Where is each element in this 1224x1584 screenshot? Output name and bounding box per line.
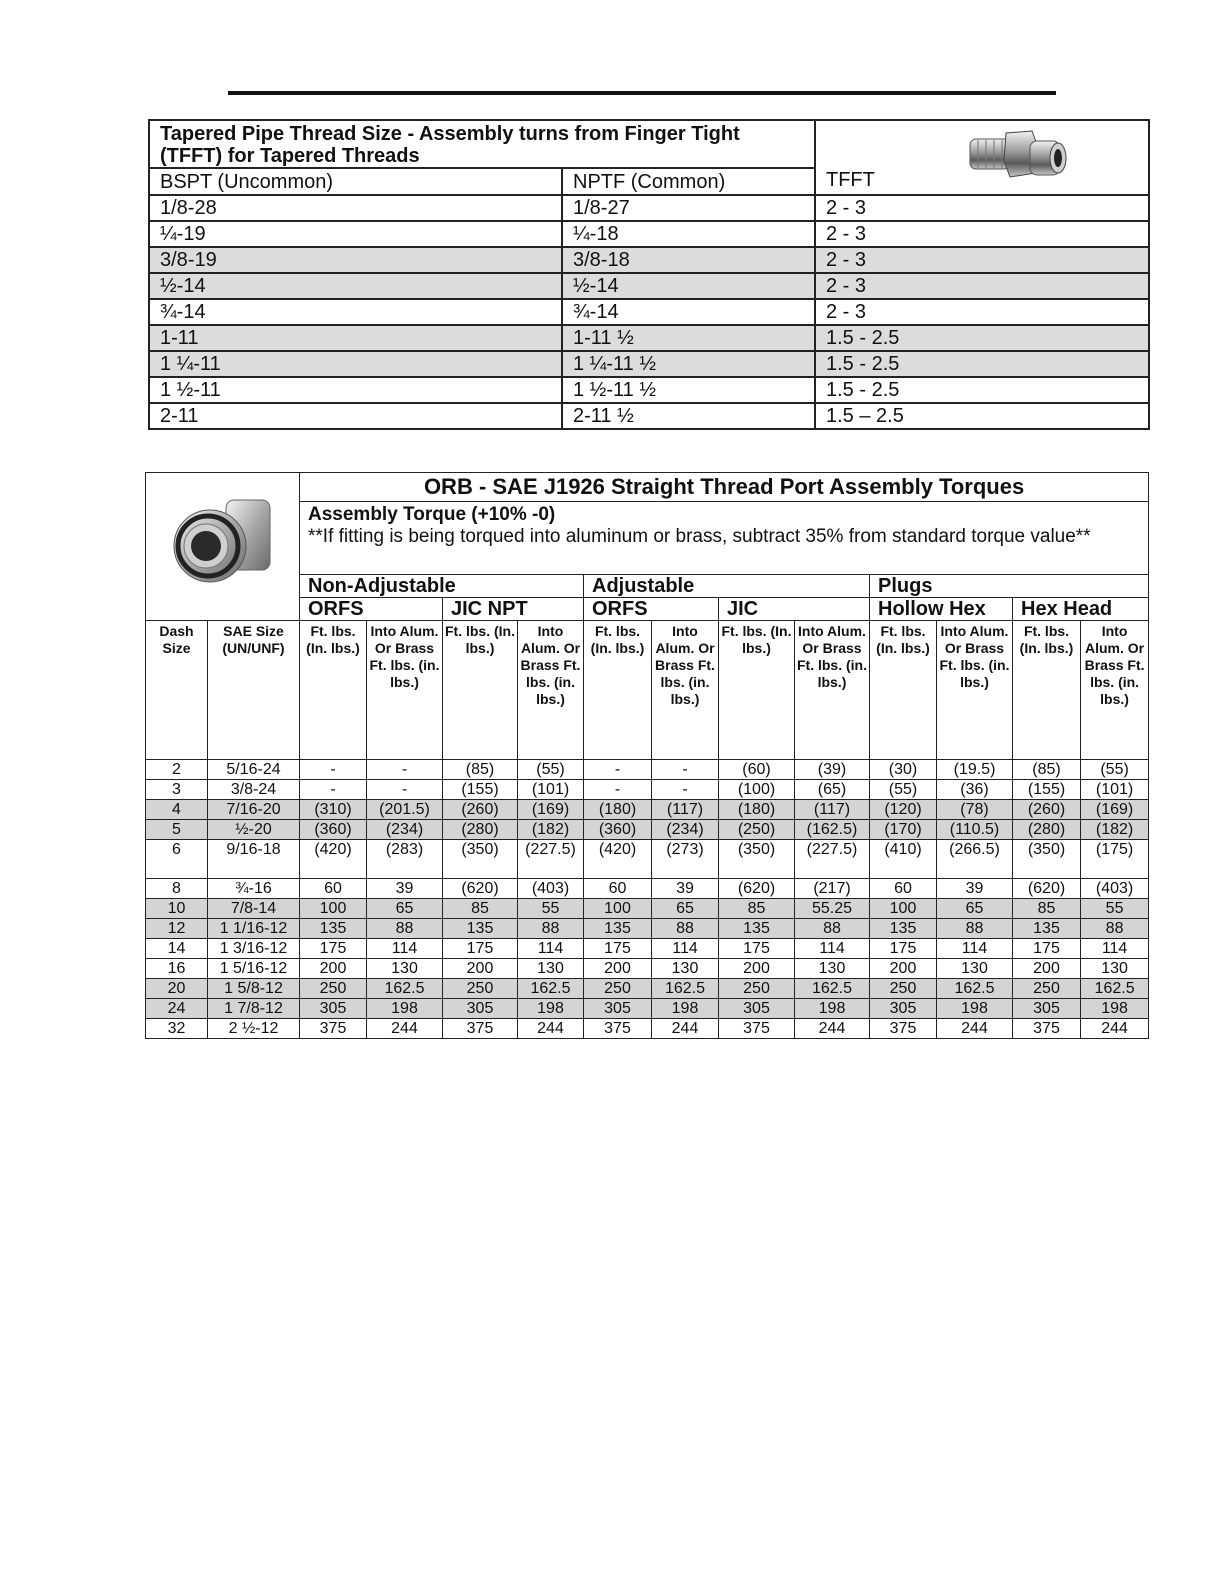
col-header-ft-lbs: Ft. lbs. (In. lbs.) bbox=[719, 621, 795, 760]
torque-cell: (117) bbox=[795, 800, 870, 820]
dash-size-cell: 8 bbox=[146, 879, 208, 899]
dash-size-cell: 2 bbox=[146, 760, 208, 780]
torque-cell: 198 bbox=[937, 999, 1013, 1019]
sae-size-cell: 3/8-24 bbox=[208, 780, 300, 800]
torque-cell: (36) bbox=[937, 780, 1013, 800]
torque-cell: 88 bbox=[1081, 919, 1149, 939]
tfft-cell: 1.5 – 2.5 bbox=[815, 403, 1149, 429]
torque-cell: (60) bbox=[719, 760, 795, 780]
torque-cell: 375 bbox=[584, 1019, 652, 1039]
torque-cell: 162.5 bbox=[652, 979, 719, 999]
torque-cell: 162.5 bbox=[937, 979, 1013, 999]
torque-cell: (360) bbox=[300, 820, 367, 840]
torque-cell: 250 bbox=[1013, 979, 1081, 999]
torque-cell: 244 bbox=[518, 1019, 584, 1039]
tfft-cell: 2 - 3 bbox=[815, 247, 1149, 273]
torque-cell: 244 bbox=[652, 1019, 719, 1039]
torque-cell: 60 bbox=[300, 879, 367, 899]
bspt-cell: 2-11 bbox=[149, 403, 562, 429]
torque-cell: 135 bbox=[870, 919, 937, 939]
torque-cell: (55) bbox=[870, 780, 937, 800]
torque-cell: (250) bbox=[719, 820, 795, 840]
subgroup-jic: JIC bbox=[719, 598, 870, 621]
torque-cell: 60 bbox=[870, 879, 937, 899]
torque-cell: 244 bbox=[937, 1019, 1013, 1039]
dash-size-cell: 3 bbox=[146, 780, 208, 800]
torque-cell: 244 bbox=[795, 1019, 870, 1039]
torque-cell: (85) bbox=[443, 760, 518, 780]
sae-size-cell: 1 5/16-12 bbox=[208, 959, 300, 979]
tfft-cell: 1.5 - 2.5 bbox=[815, 325, 1149, 351]
table-row bbox=[146, 800, 1149, 820]
tfft-col-header: TFFT bbox=[826, 169, 875, 191]
tfft-cell: 1.5 - 2.5 bbox=[815, 377, 1149, 403]
tfft-cell: 2 - 3 bbox=[815, 195, 1149, 221]
hex-nipple-fitting-icon bbox=[966, 125, 1070, 193]
torque-cell: 250 bbox=[870, 979, 937, 999]
torque-cell: - bbox=[584, 780, 652, 800]
torque-cell: 100 bbox=[584, 899, 652, 919]
torque-cell: 65 bbox=[652, 899, 719, 919]
tfft-header-cell bbox=[815, 120, 1149, 195]
col-header-ft-lbs: Ft. lbs. (In. lbs.) bbox=[443, 621, 518, 760]
torque-cell: 200 bbox=[300, 959, 367, 979]
torque-cell: (350) bbox=[1013, 840, 1081, 879]
torque-cell: 130 bbox=[518, 959, 584, 979]
torque-cell: (169) bbox=[518, 800, 584, 820]
subgroup-hex-head: Hex Head bbox=[1013, 598, 1149, 621]
torque-cell: (360) bbox=[584, 820, 652, 840]
sae-size-cell: 7/8-14 bbox=[208, 899, 300, 919]
torque-cell: (100) bbox=[719, 780, 795, 800]
torque-cell: (620) bbox=[719, 879, 795, 899]
torque-cell: - bbox=[367, 780, 443, 800]
torque-cell: 130 bbox=[937, 959, 1013, 979]
torque-cell: (201.5) bbox=[367, 800, 443, 820]
torque-cell: 375 bbox=[870, 1019, 937, 1039]
torque-cell: 305 bbox=[1013, 999, 1081, 1019]
sae-size-cell: 1 5/8-12 bbox=[208, 979, 300, 999]
sae-size-cell: 2 ½-12 bbox=[208, 1019, 300, 1039]
torque-cell: (55) bbox=[518, 760, 584, 780]
torque-cell: (234) bbox=[652, 820, 719, 840]
torque-cell: 305 bbox=[584, 999, 652, 1019]
torque-cell: 88 bbox=[518, 919, 584, 939]
torque-cell: - bbox=[300, 780, 367, 800]
bspt-cell: ¼-19 bbox=[149, 221, 562, 247]
torque-cell: (182) bbox=[1081, 820, 1149, 840]
top-rule bbox=[228, 91, 1056, 95]
col-header-ft-lbs: Ft. lbs. (In. lbs.) bbox=[870, 621, 937, 760]
torque-cell: 200 bbox=[870, 959, 937, 979]
dash-size-cell: 5 bbox=[146, 820, 208, 840]
sae-size-cell: 9/16-18 bbox=[208, 840, 300, 879]
torque-cell: 200 bbox=[719, 959, 795, 979]
torque-cell: 305 bbox=[300, 999, 367, 1019]
orb-torque-table bbox=[145, 472, 1149, 1039]
nptf-cell: 3/8-18 bbox=[562, 247, 815, 273]
torque-cell: (350) bbox=[443, 840, 518, 879]
sae-size-cell: 1 7/8-12 bbox=[208, 999, 300, 1019]
table-row bbox=[146, 939, 1149, 959]
torque-cell: (620) bbox=[1013, 879, 1081, 899]
torque-cell: 88 bbox=[652, 919, 719, 939]
tfft-table-title: Tapered Pipe Thread Size - Assembly turns from Finger Tight (TFFT) for Tapered Threads bbox=[149, 120, 815, 168]
subgroup-orfs: ORFS bbox=[300, 598, 443, 621]
torque-cell: 305 bbox=[443, 999, 518, 1019]
col-header-dash-size: Dash Size bbox=[146, 621, 208, 760]
torque-cell: 100 bbox=[870, 899, 937, 919]
table-row bbox=[146, 780, 1149, 800]
torque-cell: 88 bbox=[937, 919, 1013, 939]
dash-size-cell: 6 bbox=[146, 840, 208, 879]
torque-cell: (420) bbox=[584, 840, 652, 879]
torque-cell: 88 bbox=[367, 919, 443, 939]
torque-cell: 114 bbox=[652, 939, 719, 959]
torque-cell: 135 bbox=[584, 919, 652, 939]
bspt-cell: 1/8-28 bbox=[149, 195, 562, 221]
torque-cell: (120) bbox=[870, 800, 937, 820]
torque-cell: (180) bbox=[719, 800, 795, 820]
nptf-cell: ¾-14 bbox=[562, 299, 815, 325]
assembly-torque-note-cell bbox=[300, 502, 1149, 575]
torque-cell: 135 bbox=[719, 919, 795, 939]
torque-cell: 305 bbox=[719, 999, 795, 1019]
torque-cell: (162.5) bbox=[795, 820, 870, 840]
nptf-cell: 1/8-27 bbox=[562, 195, 815, 221]
torque-cell: 114 bbox=[795, 939, 870, 959]
dash-size-cell: 14 bbox=[146, 939, 208, 959]
table-row bbox=[149, 403, 1149, 429]
orb-fitting-icon bbox=[168, 494, 278, 594]
torque-cell: 65 bbox=[937, 899, 1013, 919]
torque-cell: 162.5 bbox=[1081, 979, 1149, 999]
torque-cell: 375 bbox=[443, 1019, 518, 1039]
torque-cell: (117) bbox=[652, 800, 719, 820]
orb-table-title: ORB - SAE J1926 Straight Thread Port Assembly Torques bbox=[300, 473, 1149, 502]
torque-cell: (101) bbox=[518, 780, 584, 800]
col-header-ft-lbs: Ft. lbs. (In. lbs.) bbox=[584, 621, 652, 760]
torque-cell: (283) bbox=[367, 840, 443, 879]
nptf-cell: 1-11 ½ bbox=[562, 325, 815, 351]
dash-size-cell: 4 bbox=[146, 800, 208, 820]
dash-size-cell: 24 bbox=[146, 999, 208, 1019]
tfft-cell: 2 - 3 bbox=[815, 273, 1149, 299]
torque-cell: (266.5) bbox=[937, 840, 1013, 879]
torque-cell: 175 bbox=[870, 939, 937, 959]
sae-size-cell: 5/16-24 bbox=[208, 760, 300, 780]
tfft-cell: 2 - 3 bbox=[815, 299, 1149, 325]
col-header-into-alum: Into Alum. Or Brass Ft. lbs. (in. lbs.) bbox=[795, 621, 870, 760]
torque-cell: (260) bbox=[443, 800, 518, 820]
table-row bbox=[146, 879, 1149, 899]
torque-cell: (110.5) bbox=[937, 820, 1013, 840]
torque-cell: 244 bbox=[1081, 1019, 1149, 1039]
torque-cell: 175 bbox=[1013, 939, 1081, 959]
torque-cell: 88 bbox=[795, 919, 870, 939]
torque-cell: 375 bbox=[719, 1019, 795, 1039]
torque-cell: 175 bbox=[443, 939, 518, 959]
table-row bbox=[149, 351, 1149, 377]
torque-cell: (273) bbox=[652, 840, 719, 879]
aluminum-brass-note: **If fitting is being torqued into aluminum or brass, subtract 35% from standard torque value** bbox=[308, 526, 1091, 547]
torque-cell: 114 bbox=[518, 939, 584, 959]
torque-cell: 55.25 bbox=[795, 899, 870, 919]
torque-cell: (175) bbox=[1081, 840, 1149, 879]
col-header-ft-lbs: Ft. lbs. (In. lbs.) bbox=[1013, 621, 1081, 760]
col-header-ft-lbs: Ft. lbs. (In. lbs.) bbox=[300, 621, 367, 760]
torque-cell: 130 bbox=[795, 959, 870, 979]
torque-cell: 250 bbox=[584, 979, 652, 999]
bspt-cell: 1 ½-11 bbox=[149, 377, 562, 403]
torque-cell: (234) bbox=[367, 820, 443, 840]
nptf-cell: ½-14 bbox=[562, 273, 815, 299]
torque-cell: (420) bbox=[300, 840, 367, 879]
col-header-into-alum: Into Alum. Or Brass Ft. lbs. (in. lbs.) bbox=[937, 621, 1013, 760]
torque-cell: (19.5) bbox=[937, 760, 1013, 780]
torque-cell: (155) bbox=[1013, 780, 1081, 800]
torque-cell: 114 bbox=[367, 939, 443, 959]
torque-cell: 85 bbox=[719, 899, 795, 919]
torque-cell: 100 bbox=[300, 899, 367, 919]
torque-cell: (55) bbox=[1081, 760, 1149, 780]
torque-cell: 135 bbox=[1013, 919, 1081, 939]
dash-size-cell: 10 bbox=[146, 899, 208, 919]
table-row bbox=[146, 1019, 1149, 1039]
tfft-table bbox=[148, 119, 1150, 430]
torque-cell: (182) bbox=[518, 820, 584, 840]
table-row bbox=[146, 760, 1149, 780]
subgroup-hollow-hex: Hollow Hex bbox=[870, 598, 1013, 621]
torque-cell: 39 bbox=[937, 879, 1013, 899]
bspt-cell: 1-11 bbox=[149, 325, 562, 351]
torque-cell: 250 bbox=[443, 979, 518, 999]
col-header-sae-size: SAE Size (UN/UNF) bbox=[208, 621, 300, 760]
torque-cell: 198 bbox=[367, 999, 443, 1019]
torque-cell: 39 bbox=[652, 879, 719, 899]
nptf-cell: 1 ¼-11 ½ bbox=[562, 351, 815, 377]
torque-cell: 175 bbox=[584, 939, 652, 959]
torque-cell: 250 bbox=[300, 979, 367, 999]
table-row bbox=[149, 325, 1149, 351]
torque-cell: 135 bbox=[443, 919, 518, 939]
torque-cell: (30) bbox=[870, 760, 937, 780]
nptf-col-header: NPTF (Common) bbox=[562, 168, 815, 195]
table-row bbox=[149, 377, 1149, 403]
torque-cell: (403) bbox=[1081, 879, 1149, 899]
sae-size-cell: ½-20 bbox=[208, 820, 300, 840]
dash-size-cell: 12 bbox=[146, 919, 208, 939]
torque-cell: 130 bbox=[367, 959, 443, 979]
torque-cell: (620) bbox=[443, 879, 518, 899]
torque-cell: (350) bbox=[719, 840, 795, 879]
torque-cell: 162.5 bbox=[795, 979, 870, 999]
torque-cell: (227.5) bbox=[795, 840, 870, 879]
sae-size-cell: 1 3/16-12 bbox=[208, 939, 300, 959]
table-row bbox=[146, 999, 1149, 1019]
torque-cell: 375 bbox=[300, 1019, 367, 1039]
torque-cell: 114 bbox=[937, 939, 1013, 959]
torque-cell: 55 bbox=[518, 899, 584, 919]
torque-cell: 198 bbox=[518, 999, 584, 1019]
torque-cell: 85 bbox=[443, 899, 518, 919]
torque-cell: 200 bbox=[1013, 959, 1081, 979]
torque-cell: - bbox=[300, 760, 367, 780]
col-header-into-alum: Into Alum. Or Brass Ft. lbs. (in. lbs.) bbox=[367, 621, 443, 760]
torque-cell: (155) bbox=[443, 780, 518, 800]
torque-cell: - bbox=[584, 760, 652, 780]
group-plugs: Plugs bbox=[870, 575, 1149, 598]
torque-cell: (78) bbox=[937, 800, 1013, 820]
torque-cell: 198 bbox=[652, 999, 719, 1019]
torque-cell: 65 bbox=[367, 899, 443, 919]
torque-cell: 175 bbox=[719, 939, 795, 959]
table-row bbox=[149, 299, 1149, 325]
table-row bbox=[146, 979, 1149, 999]
col-header-into-alum: Into Alum. Or Brass Ft. lbs. (in. lbs.) bbox=[518, 621, 584, 760]
table-row bbox=[146, 840, 1149, 879]
sae-size-cell: 1 1/16-12 bbox=[208, 919, 300, 939]
torque-cell: 55 bbox=[1081, 899, 1149, 919]
group-non-adjustable: Non-Adjustable bbox=[300, 575, 584, 598]
torque-cell: (310) bbox=[300, 800, 367, 820]
torque-cell: (65) bbox=[795, 780, 870, 800]
torque-cell: - bbox=[652, 780, 719, 800]
torque-cell: (403) bbox=[518, 879, 584, 899]
dash-size-cell: 16 bbox=[146, 959, 208, 979]
torque-cell: (280) bbox=[443, 820, 518, 840]
bspt-cell: ¾-14 bbox=[149, 299, 562, 325]
assembly-torque-label: Assembly Torque (+10% -0) bbox=[308, 504, 556, 525]
subgroup-jic-npt: JIC NPT bbox=[443, 598, 584, 621]
torque-cell: 130 bbox=[652, 959, 719, 979]
bspt-cell: 1 ¼-11 bbox=[149, 351, 562, 377]
table-row bbox=[146, 919, 1149, 939]
table-row bbox=[146, 959, 1149, 979]
torque-cell: (101) bbox=[1081, 780, 1149, 800]
table-row bbox=[149, 221, 1149, 247]
table-row bbox=[146, 820, 1149, 840]
torque-cell: 200 bbox=[443, 959, 518, 979]
subgroup-orfs-adjustable: ORFS bbox=[584, 598, 719, 621]
table-row bbox=[149, 195, 1149, 221]
torque-cell: (169) bbox=[1081, 800, 1149, 820]
torque-cell: (227.5) bbox=[518, 840, 584, 879]
torque-cell: 175 bbox=[300, 939, 367, 959]
torque-cell: (260) bbox=[1013, 800, 1081, 820]
col-header-into-alum: Into Alum. Or Brass Ft. lbs. (in. lbs.) bbox=[652, 621, 719, 760]
group-adjustable: Adjustable bbox=[584, 575, 870, 598]
sae-size-cell: ¾-16 bbox=[208, 879, 300, 899]
bspt-cell: 3/8-19 bbox=[149, 247, 562, 273]
nptf-cell: 2-11 ½ bbox=[562, 403, 815, 429]
torque-cell: 250 bbox=[719, 979, 795, 999]
torque-cell: (217) bbox=[795, 879, 870, 899]
bspt-cell: ½-14 bbox=[149, 273, 562, 299]
table-row bbox=[149, 247, 1149, 273]
torque-cell: 162.5 bbox=[367, 979, 443, 999]
torque-cell: (280) bbox=[1013, 820, 1081, 840]
torque-cell: - bbox=[367, 760, 443, 780]
torque-cell: 244 bbox=[367, 1019, 443, 1039]
torque-cell: 198 bbox=[1081, 999, 1149, 1019]
tfft-cell: 1.5 - 2.5 bbox=[815, 351, 1149, 377]
torque-cell: - bbox=[652, 760, 719, 780]
dash-size-cell: 32 bbox=[146, 1019, 208, 1039]
table-row bbox=[146, 899, 1149, 919]
torque-cell: 162.5 bbox=[518, 979, 584, 999]
torque-cell: 200 bbox=[584, 959, 652, 979]
torque-cell: (170) bbox=[870, 820, 937, 840]
nptf-cell: 1 ½-11 ½ bbox=[562, 377, 815, 403]
nptf-cell: ¼-18 bbox=[562, 221, 815, 247]
torque-cell: 60 bbox=[584, 879, 652, 899]
orb-fitting-image-cell bbox=[146, 473, 300, 621]
sae-size-cell: 7/16-20 bbox=[208, 800, 300, 820]
tfft-cell: 2 - 3 bbox=[815, 221, 1149, 247]
bspt-col-header: BSPT (Uncommon) bbox=[149, 168, 562, 195]
torque-cell: 39 bbox=[367, 879, 443, 899]
torque-cell: 130 bbox=[1081, 959, 1149, 979]
torque-cell: (180) bbox=[584, 800, 652, 820]
torque-cell: (410) bbox=[870, 840, 937, 879]
torque-cell: 305 bbox=[870, 999, 937, 1019]
table-row bbox=[149, 273, 1149, 299]
torque-cell: 198 bbox=[795, 999, 870, 1019]
torque-cell: (39) bbox=[795, 760, 870, 780]
torque-cell: 135 bbox=[300, 919, 367, 939]
col-header-into-alum: Into Alum. Or Brass Ft. lbs. (in. lbs.) bbox=[1081, 621, 1149, 760]
torque-cell: 85 bbox=[1013, 899, 1081, 919]
torque-cell: 375 bbox=[1013, 1019, 1081, 1039]
torque-cell: (85) bbox=[1013, 760, 1081, 780]
dash-size-cell: 20 bbox=[146, 979, 208, 999]
torque-cell: 114 bbox=[1081, 939, 1149, 959]
